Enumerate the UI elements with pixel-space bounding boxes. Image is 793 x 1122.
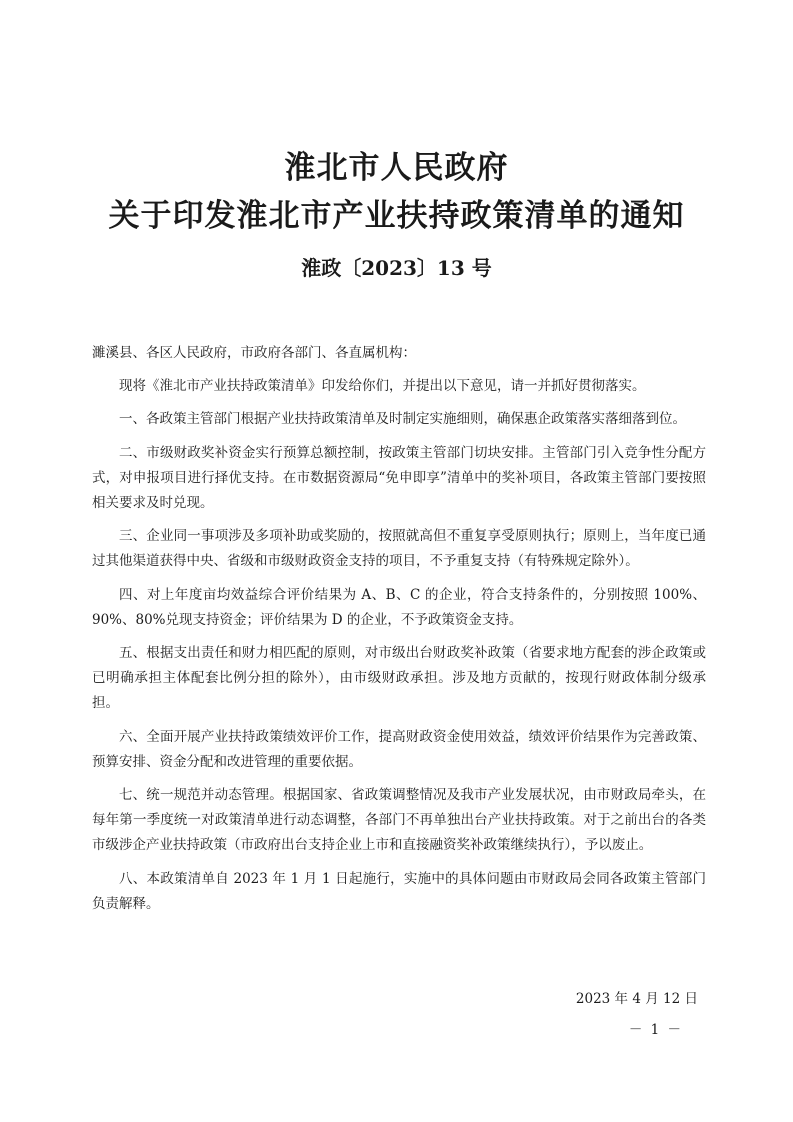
document-title-line1: 淮北市人民政府	[284, 150, 509, 186]
document-body	[92, 341, 706, 925]
paragraph-intro: 现将《淮北市产业扶持政策清单》印发给你们，并提出以下意见，请一并抓好贯彻落实。	[119, 378, 646, 395]
paragraph-8: 八、本政策清单自 2023 年 1 月 1 日起施行，实施中的具体问题由市财政局会同各政策主管部门负责解释。	[92, 870, 706, 912]
addressee: 濉溪县、各区人民政府，市政府各部门、各直属机构：	[92, 345, 416, 361]
paragraph-1: 一、各政策主管部门根据产业扶持政策清单及时制定实施细则，确保惠企政策落实落细落到位。	[119, 411, 686, 428]
paragraph-2: 二、市级财政奖补资金实行预算总额控制，按政策主管部门切块安排。主管部门引入竞争性分配方式，对申报项目进行择优支持。在市数据资源局“免申即享”清单中的奖补项目，各政策主管部门要按照相关要求及时兑现。	[92, 444, 706, 512]
paragraph-3: 三、企业同一事项涉及多项补助或奖励的，按照就高但不重复享受原则执行；原则上，当年度已通过其他渠道获得中央、省级和市级财政资金支持的项目，不予重复支持（有特殊规定除外）。	[92, 528, 706, 570]
page-number: － 1 －	[628, 1022, 683, 1038]
paragraph-5: 五、根据支出责任和财力相匹配的原则，对市级出台财政奖补政策（省要求地方配套的涉企政策或已明确承担主体配套比例分担的除外），由市级财政承担。涉及地方贡献的，按现行财政体制分级承担。	[92, 645, 706, 712]
paragraph-4: 四、对上年度亩均效益综合评价结果为 A、B、C 的企业，符合支持条件的，分别按照 100%、90%、80%兑现支持资金；评价结果为 D 的企业，不予政策资金支持。	[92, 586, 706, 628]
document-number: 淮政〔2023〕13 号	[301, 256, 492, 280]
paragraph-7: 七、统一规范并动态管理。根据国家、省政策调整情况及我市产业发展状况，由市财政局牵头，在每年第一季度统一对政策清单进行动态调整，各部门不再单独出台产业扶持政策。对于之前出台的各类市级涉企产业扶持政策（市政府出台支持企业上市和直接融资奖补政策继续执行），予以废止。	[92, 787, 706, 854]
paragraph-6: 六、全面开展产业扶持政策绩效评价工作，提高财政资金使用效益，绩效评价结果作为完善政策、预算安排、资金分配和改进管理的重要依据。	[92, 728, 706, 770]
issue-date: 2023 年 4 月 12 日	[575, 991, 698, 1007]
document-title-line2: 关于印发淮北市产业扶持政策清单的通知	[108, 198, 685, 234]
